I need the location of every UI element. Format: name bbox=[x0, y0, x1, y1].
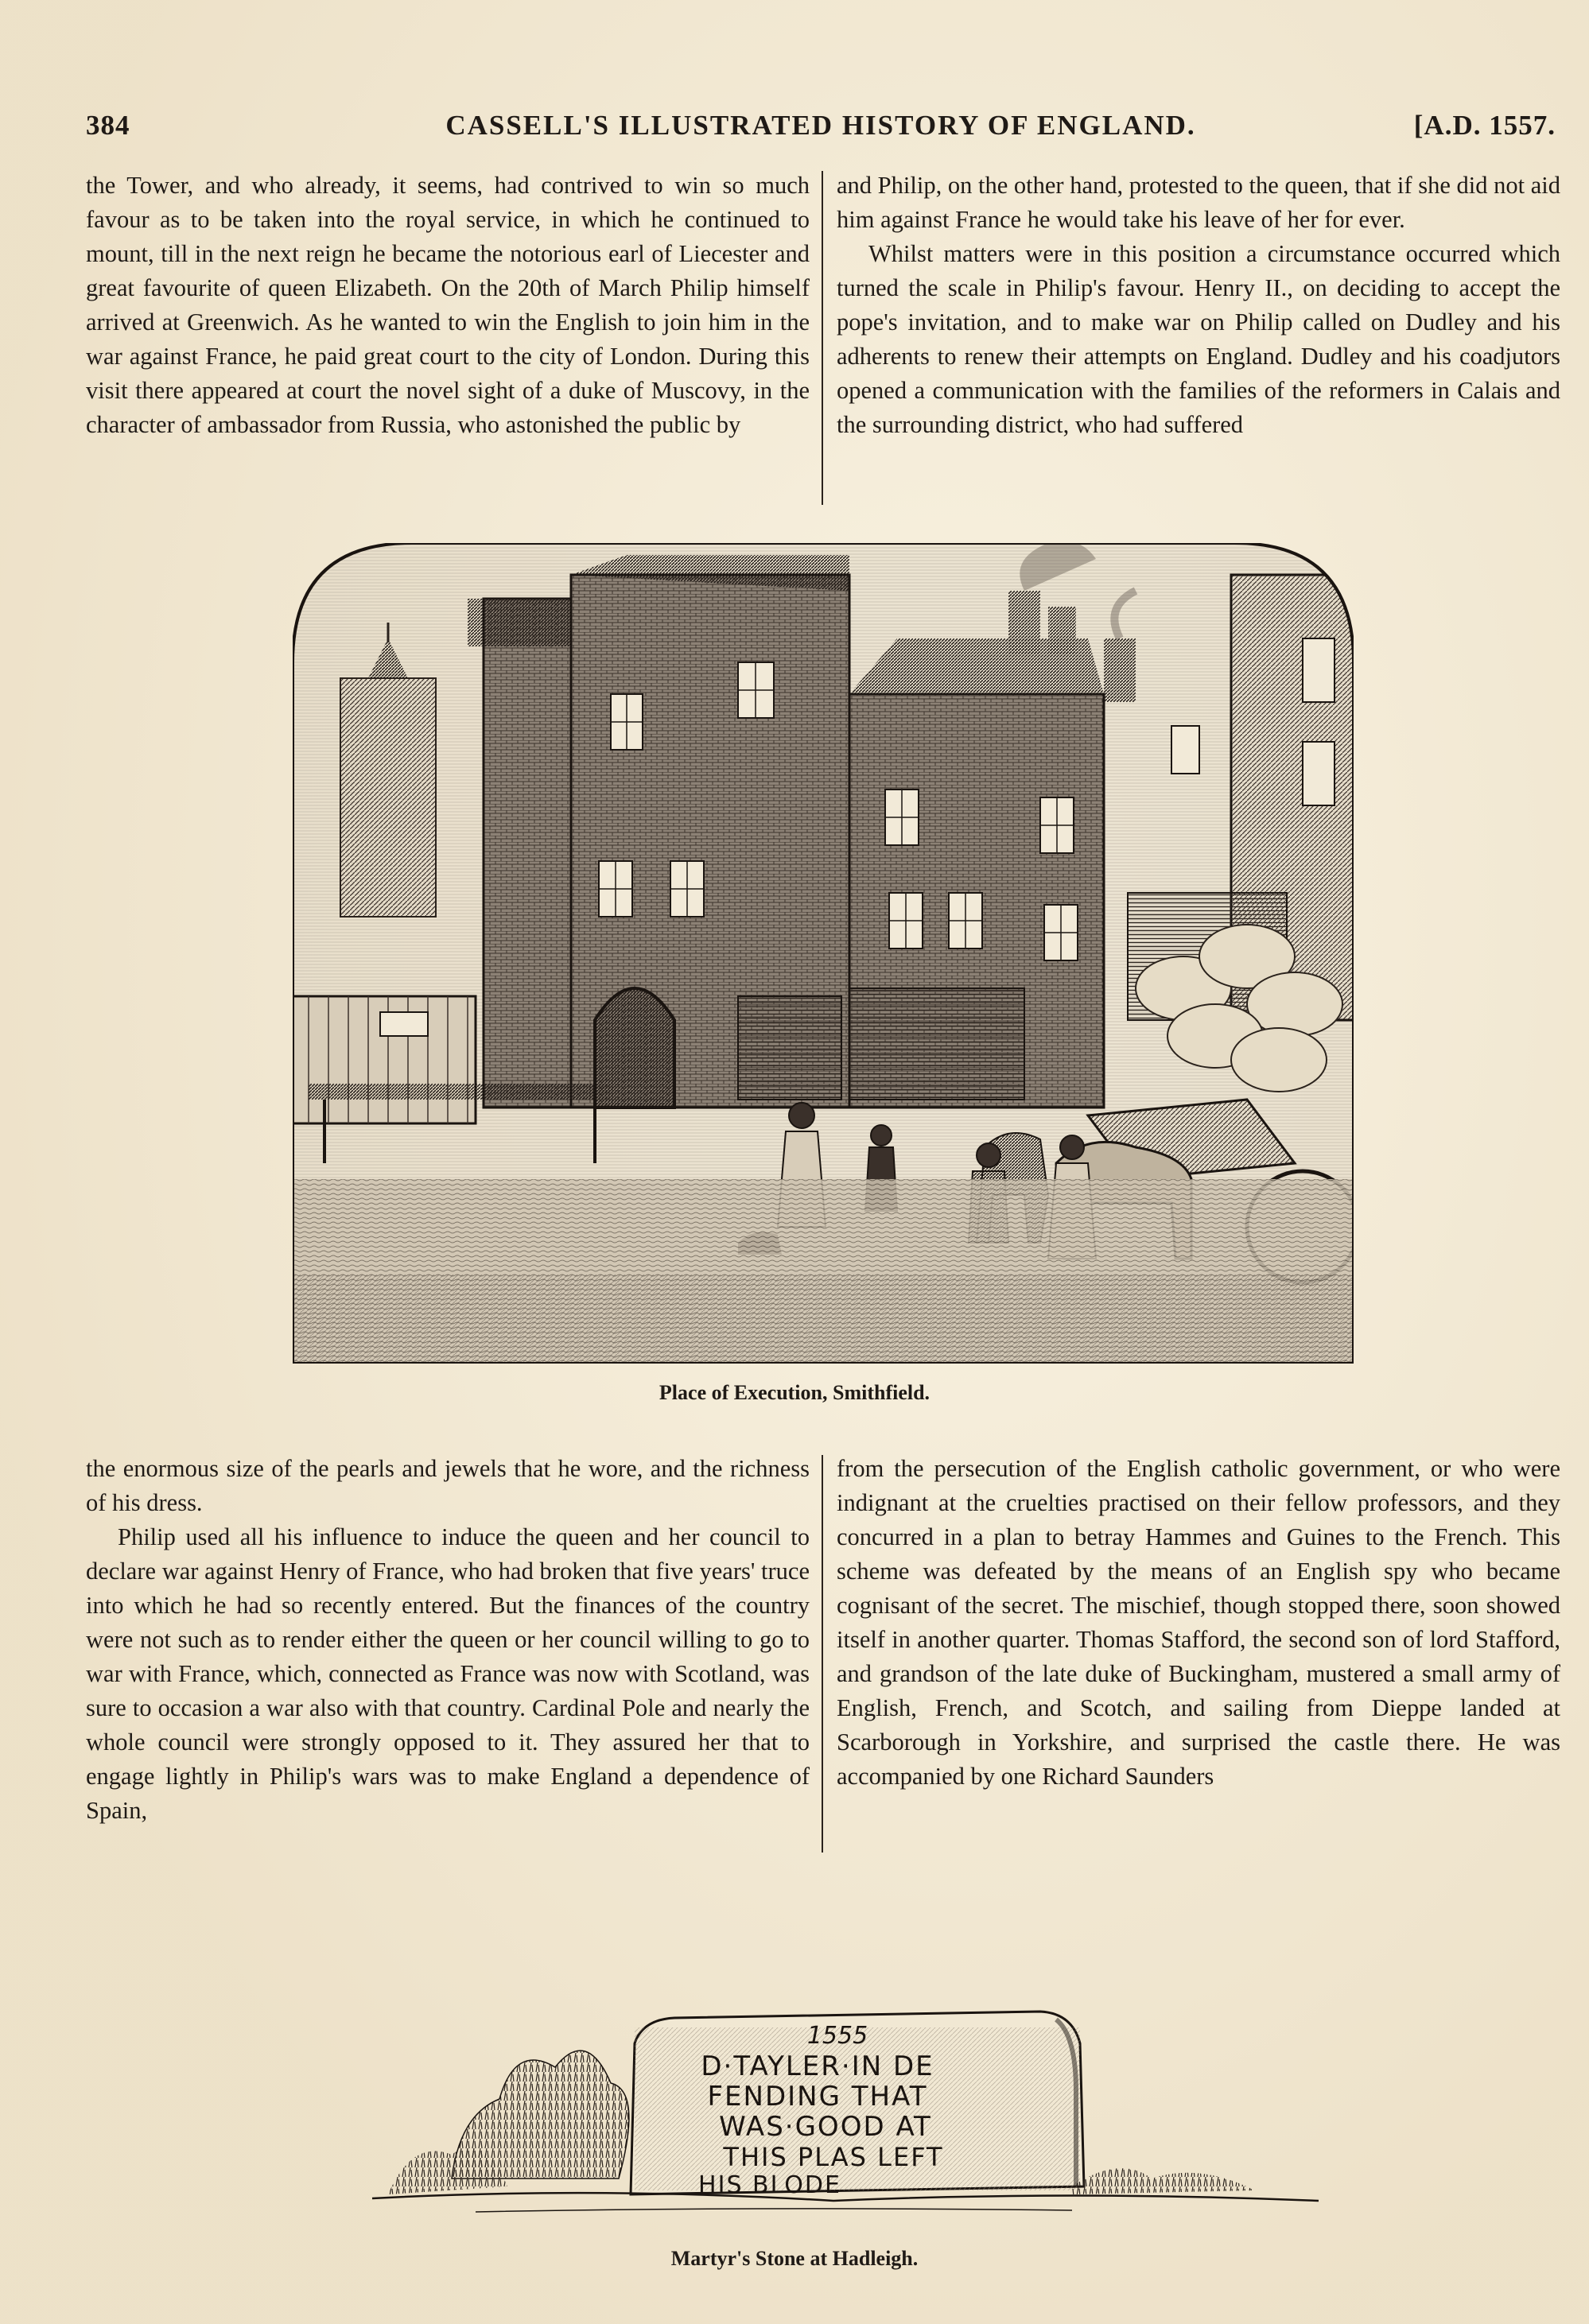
paragraph: and Philip, on the other hand, protested to the queen, that if she did not aid him against France he would take his leave of her for ever. bbox=[837, 172, 1560, 233]
paragraph: Whilst matters were in this position a circumstance occurred which turned the scale in Philip's favour. Henry II., on deciding to accept the pope's invitation, and to make war on Philip called on Dudley and his adherents to renew their attempts on England. Dudley and his coadjutors opened a communication with the families of the reformers in Calais and the surrounding district, who had suffered bbox=[837, 240, 1560, 438]
page-number: 384 bbox=[86, 110, 130, 141]
running-title: CASSELL'S ILLUSTRATED HISTORY OF ENGLAND. bbox=[445, 110, 1196, 141]
smithfield-engraving bbox=[293, 543, 1354, 1364]
bottom-left-column bbox=[86, 1452, 810, 1828]
inscription-line: FENDING THAT bbox=[707, 2081, 928, 2113]
inscription-line: THIS PLAS LEFT bbox=[723, 2142, 944, 2172]
running-head bbox=[86, 110, 1556, 149]
figure-caption-smithfield: Place of Execution, Smithfield. bbox=[659, 1381, 930, 1404]
paragraph: the Tower, and who already, it seems, had contrived to win so much favour as to be taken into the royal service, in which he continued to mount, till in the next reign he became the notorious earl of Liecester and great favourite of queen Elizabeth. On the 20th of March Philip himself arrived at Greenwich. As he wanted to win the English to join him in the war against France, he paid great court to the city of London. During this visit there appeared at court the novel sight of a duke of Muscovy, in the character of ambassador from Russia, who astonished the public by bbox=[86, 172, 810, 438]
bottom-right-column bbox=[837, 1452, 1560, 1794]
martyrs-stone-engraving bbox=[356, 1996, 1331, 2218]
paragraph: the enormous size of the pearls and jewels that he wore, and the richness of his dress. bbox=[86, 1455, 810, 1516]
column-rule bbox=[822, 171, 823, 505]
figure-caption-martyrs-stone: Martyr's Stone at Hadleigh. bbox=[670, 2247, 919, 2270]
top-right-column bbox=[837, 169, 1560, 442]
inscription-line: 1555 bbox=[806, 2022, 868, 2050]
inscription-line: HIS BLODE bbox=[698, 2171, 841, 2199]
top-left-column bbox=[86, 169, 810, 442]
paragraph: from the persecution of the English catholic government, or who were indignant at the cruelties practised on their fellow professors, and they concurred in a plan to betray Hammes and Guines to the French. This scheme was defeated by the means of an English spy who became cognisant of the secret. The mischief, though stopped there, soon showed itself in another quarter. Thomas Stafford, the second son of lord Stafford, and grandson of the late duke of Buckingham, mustered a small army of English, French, and Scotch, and sailing from Dieppe landed at Scarborough in Yorkshire, and surprised the castle there. He was accompanied by one Richard Saunders bbox=[837, 1455, 1560, 1790]
column-rule bbox=[822, 1455, 823, 1853]
inscription-line: D·TAYLER·IN DE bbox=[701, 2050, 934, 2082]
paragraph: Philip used all his influence to induce the queen and her council to declare war against Henry of France, who had broken that five years' truce into which he had so recently entered. But the finances of the country were not such as to render either the queen or her council willing to go to war with France, which, connected as France was now with Scotland, was sure to occasion a war also with that country. Cardinal Pole and nearly the whole council were strongly opposed to it. They assured her that to engage lightly in Philip's wars was to make England a dependence of Spain, bbox=[86, 1523, 810, 1824]
inscription-line: WAS·GOOD AT bbox=[719, 2111, 932, 2143]
running-year: [A.D. 1557. bbox=[1413, 110, 1556, 141]
